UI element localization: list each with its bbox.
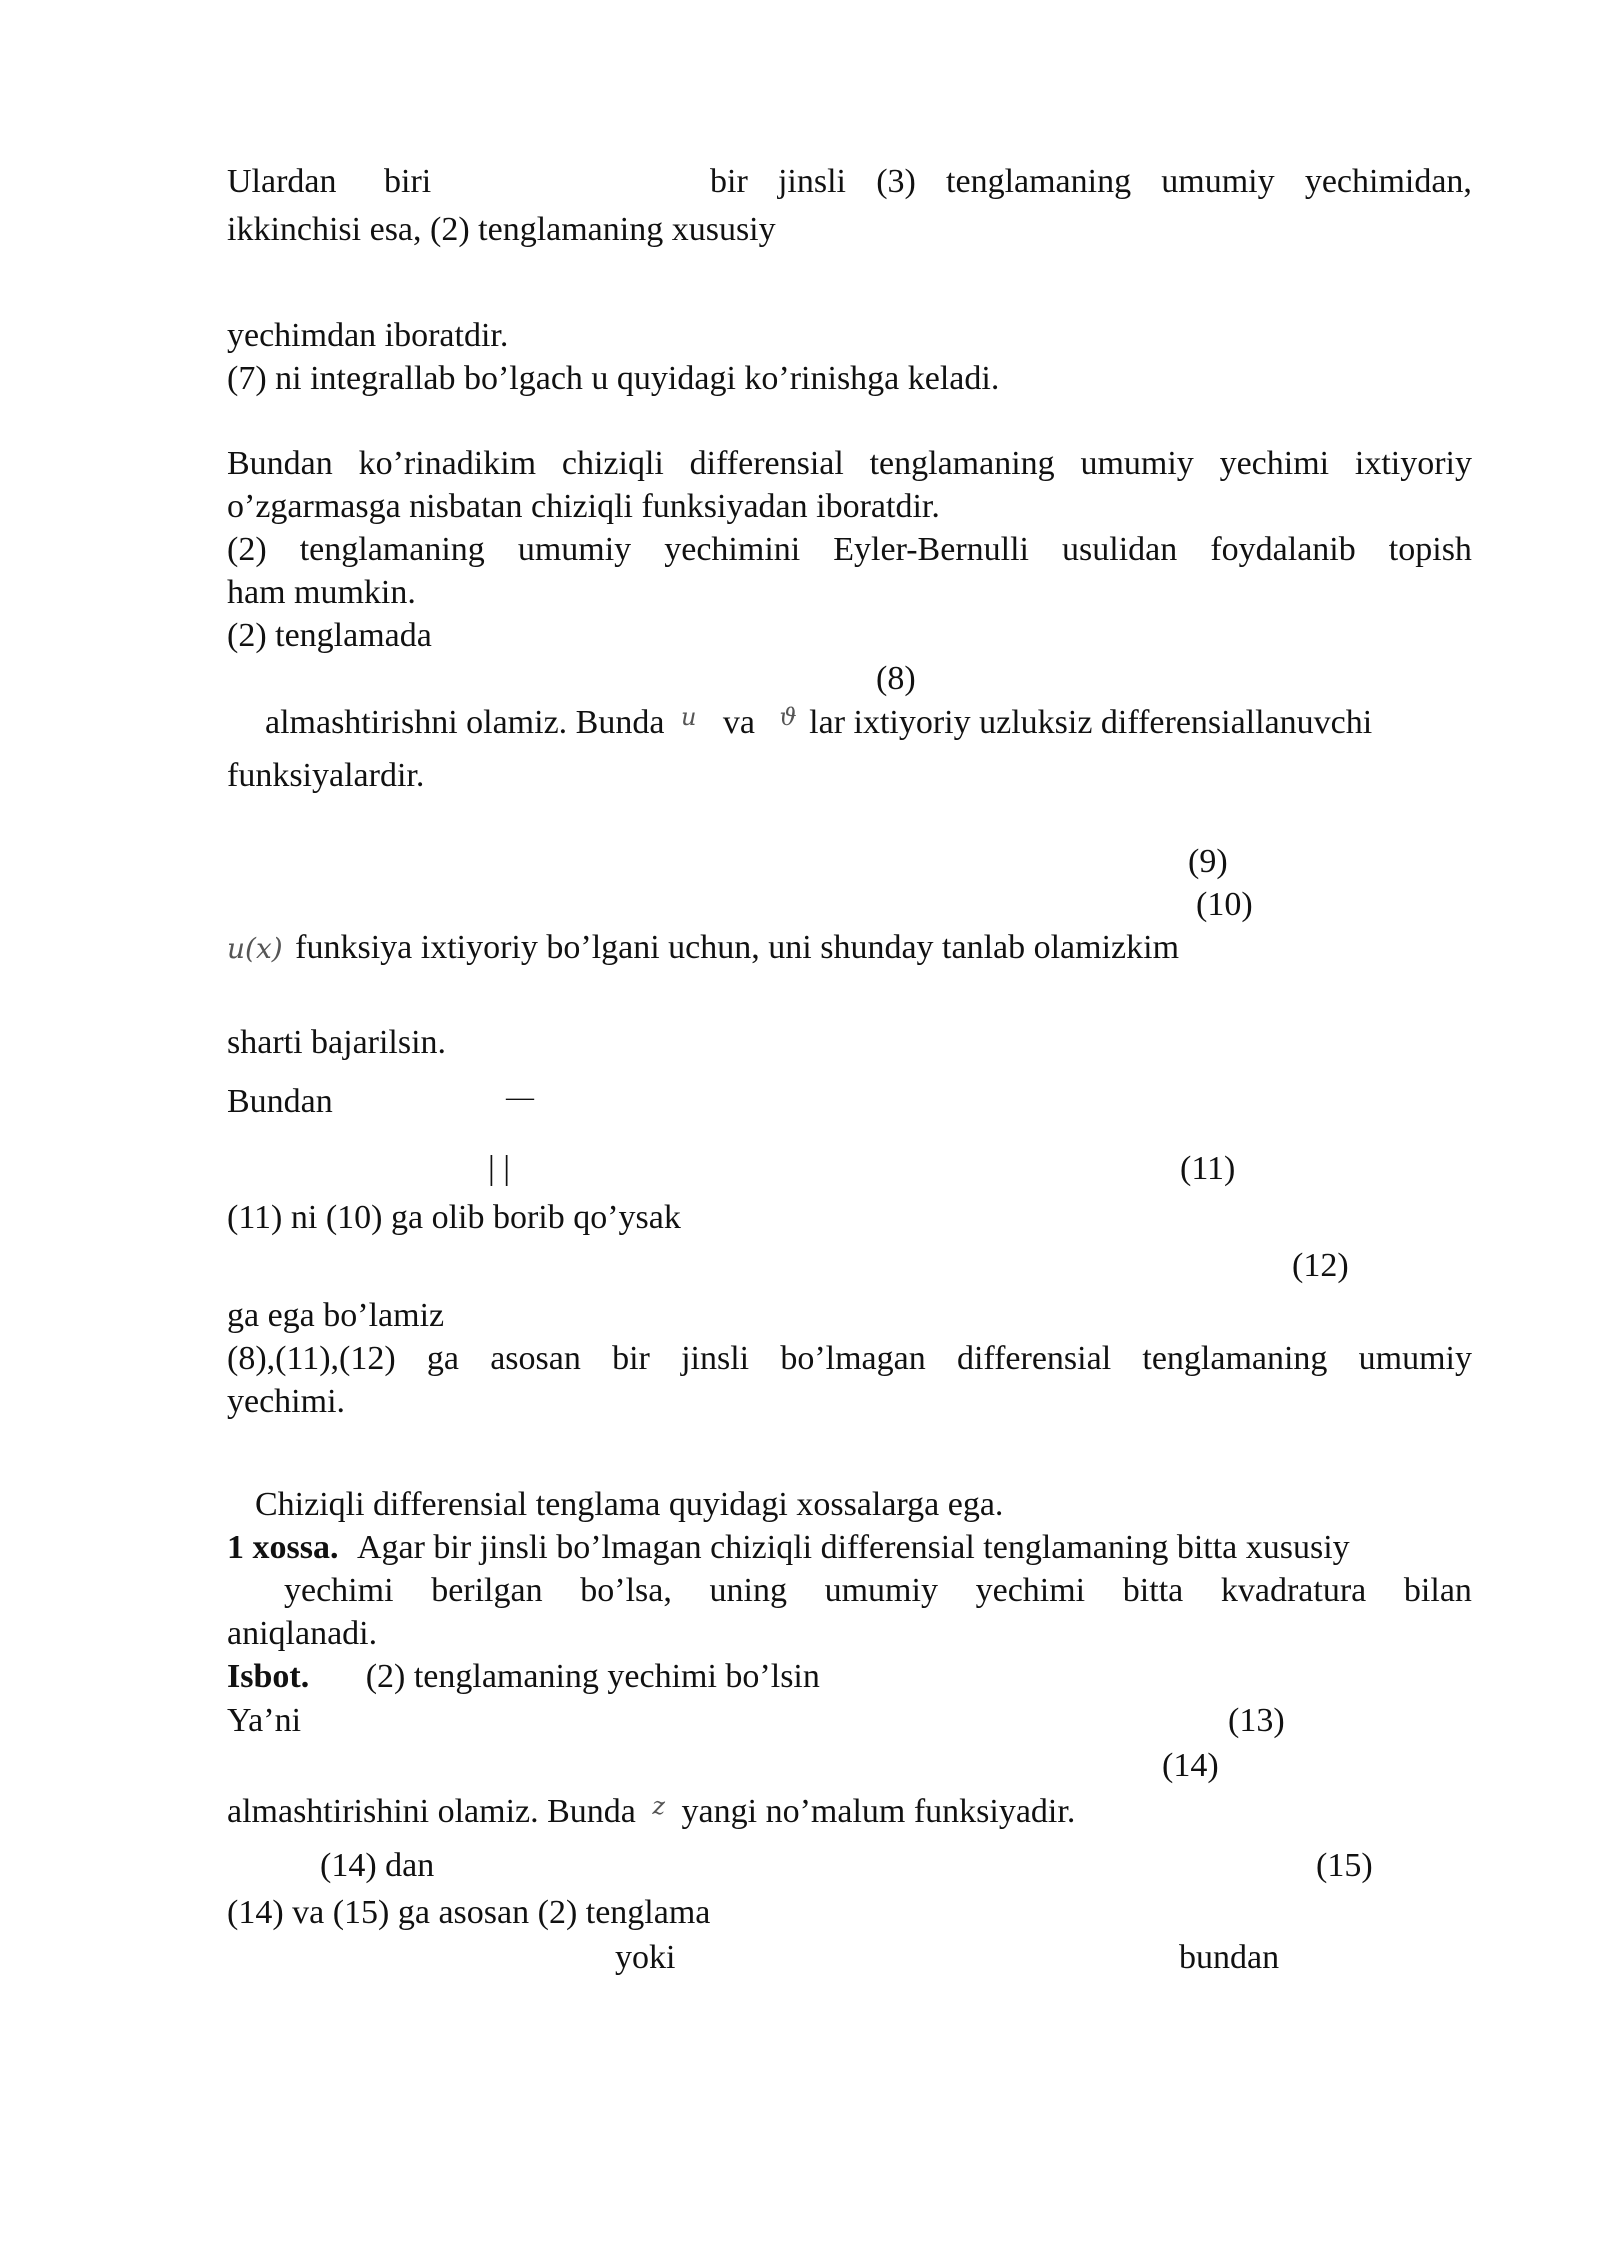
word: yechimini — [664, 531, 801, 568]
word: (3) — [876, 163, 916, 200]
text-line: Ya’ni — [227, 1702, 302, 1739]
word: ixtiyoriy — [1354, 445, 1472, 482]
word: yechimi — [975, 1572, 1086, 1609]
text-line: o’zgarmasga nisbatan chiziqli funksiyadan iboratdir. — [227, 488, 940, 525]
word: (8),(11),(12) — [227, 1340, 396, 1377]
text-line — [227, 1790, 1075, 1836]
text-line: (14) dan — [320, 1847, 435, 1884]
text-line — [227, 160, 337, 203]
equation-number: (8) — [876, 660, 916, 697]
text-line: ikkinchisi esa, (2) tenglamaning xususiy — [227, 211, 776, 248]
text-line: yoki — [615, 1939, 676, 1976]
word: (2) — [227, 531, 267, 568]
word: topish — [1388, 531, 1472, 568]
text-line — [227, 1655, 820, 1698]
u-symbol-icon: u — [680, 703, 697, 731]
equation-number: (10) — [1196, 886, 1253, 923]
text-line: aniqlanadi. — [227, 1615, 378, 1652]
word: jinsli — [777, 163, 846, 200]
equation-number: (14) — [1162, 1747, 1219, 1784]
word: bo’lmagan — [780, 1340, 926, 1377]
text-line: bundan — [1179, 1939, 1280, 1976]
text-line — [227, 528, 1472, 571]
word: bir — [612, 1340, 650, 1377]
word: bitta — [1122, 1572, 1184, 1609]
text: funksiya ixtiyoriy bo’lgani uchun, uni shunday tanlab olamizkim — [295, 929, 1180, 966]
text-line — [227, 442, 1472, 485]
text: lar ixtiyoriy uzluksiz differensiallanuvchi — [809, 704, 1373, 741]
word: differensial — [956, 1340, 1112, 1377]
text-line — [227, 1526, 1350, 1569]
text-line — [284, 1569, 1472, 1612]
word: asosan — [490, 1340, 581, 1377]
text-line: sharti bajarilsin. — [227, 1024, 447, 1061]
word: tenglamaning — [869, 445, 1055, 482]
text-line: (11) ni (10) ga olib borib qo’ysak — [227, 1199, 681, 1236]
property-label: 1 xossa. — [227, 1529, 339, 1566]
u-of-x-symbol-icon: u(x) — [227, 932, 283, 965]
word: berilgan — [431, 1572, 543, 1609]
word: tenglamaning — [299, 531, 485, 568]
text-line: Bundan — [227, 1083, 333, 1120]
equation-number: (12) — [1292, 1247, 1349, 1284]
word: yechimi — [284, 1572, 394, 1609]
z-symbol-icon: z — [652, 1792, 666, 1820]
word: umumiy — [824, 1572, 938, 1609]
word: bo’lsa, — [580, 1572, 672, 1609]
text-line: yechimdan iboratdir. — [227, 317, 509, 354]
text-line — [227, 926, 1179, 970]
word: bilan — [1403, 1572, 1472, 1609]
word: kvadratura — [1220, 1572, 1367, 1609]
word: ko’rinadikim — [358, 445, 537, 482]
text: almashtirishni olamiz. Bunda — [265, 704, 665, 741]
word: umumiy — [517, 531, 632, 568]
word: umumiy — [1080, 445, 1194, 482]
word: uning — [709, 1572, 787, 1609]
text-line — [227, 1337, 1472, 1380]
absolute-bars: | | — [488, 1150, 511, 1187]
word: ga — [426, 1340, 459, 1377]
word: chiziqli — [561, 445, 664, 482]
text: (2) tenglamaning yechimi bo’lsin — [365, 1658, 820, 1695]
proof-label: Isbot. — [227, 1658, 310, 1695]
word: differensial — [689, 445, 844, 482]
word: tenglamaning — [1142, 1340, 1328, 1377]
word: jinsli — [681, 1340, 750, 1377]
word: usulidan — [1062, 531, 1178, 568]
equation-number: (15) — [1316, 1847, 1373, 1884]
word: biri — [384, 163, 432, 200]
text-line — [710, 160, 1472, 203]
text-line: Chiziqli differensial tenglama quyidagi xossalarga ega. — [255, 1486, 1004, 1523]
word: foydalanib — [1210, 531, 1356, 568]
text-line: (2) tenglamada — [227, 617, 432, 654]
text: almashtirishini olamiz. Bunda — [227, 1793, 636, 1830]
word: Ulardan — [227, 163, 337, 200]
word: yechimi — [1219, 445, 1330, 482]
fraction-bar: — — [506, 1082, 534, 1113]
text-line: (7) ni integrallab bo’lgach u quyidagi ko’rinishga keladi. — [227, 360, 1000, 397]
text: yangi no’malum funksiyadir. — [681, 1793, 1076, 1830]
text-line: yechimi. — [227, 1383, 346, 1420]
equation-number: (13) — [1228, 1702, 1285, 1739]
text-line: ham mumkin. — [227, 574, 416, 611]
text-line: (14) va (15) ga asosan (2) tenglama — [227, 1894, 711, 1931]
word: Bundan — [227, 445, 333, 482]
text-line: ga ega bo’lamiz — [227, 1297, 445, 1334]
text-line: funksiyalardir. — [227, 757, 425, 794]
text-line — [384, 160, 431, 203]
word: tenglamaning — [946, 163, 1132, 200]
word: Eyler-Bernulli — [833, 531, 1029, 568]
theta-symbol-icon: ϑ — [779, 703, 797, 731]
text: va — [722, 704, 755, 741]
text-line — [265, 701, 1372, 747]
word: umumiy — [1358, 1340, 1472, 1377]
equation-number: (11) — [1180, 1150, 1236, 1187]
word: bir — [710, 163, 748, 200]
word: umumiy — [1161, 163, 1275, 200]
equation-number: (9) — [1188, 843, 1228, 880]
word: yechimidan, — [1304, 163, 1472, 200]
text: Agar bir jinsli bo’lmagan chiziqli differensial tenglamaning bitta xususiy — [356, 1529, 1350, 1566]
